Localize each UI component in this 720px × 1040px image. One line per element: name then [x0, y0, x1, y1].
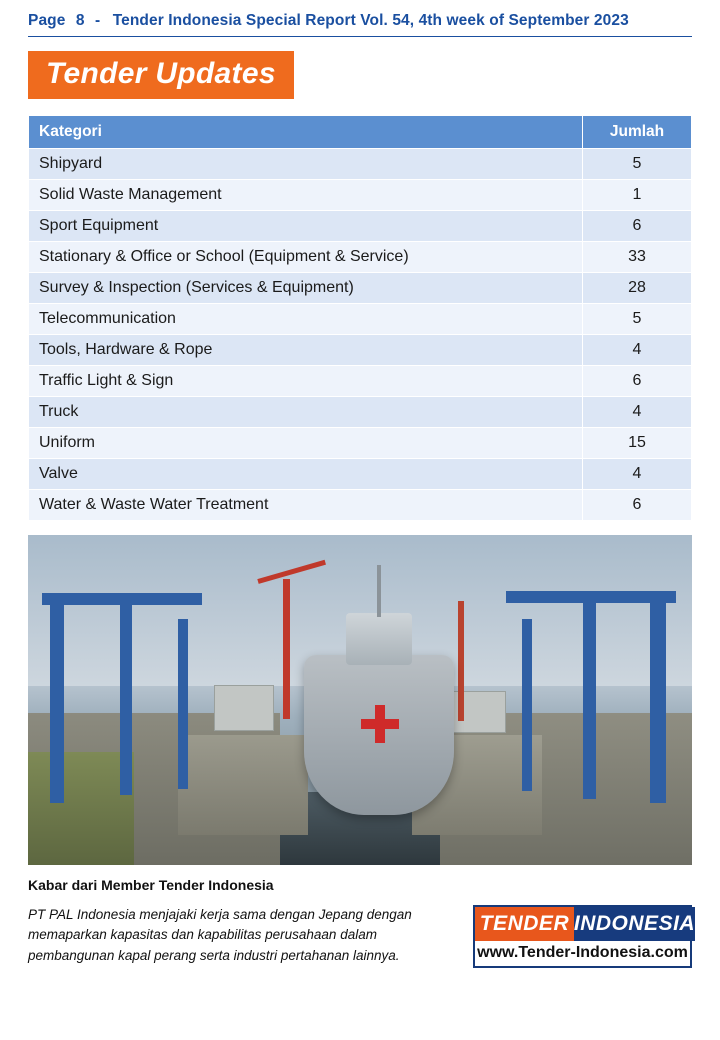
- cell-count: 6: [583, 210, 692, 241]
- page-label: Page: [28, 12, 66, 29]
- article-photo: [28, 535, 692, 865]
- cell-category: Traffic Light & Sign: [29, 365, 583, 396]
- table-row: [29, 179, 692, 210]
- cell-category: Shipyard: [29, 148, 583, 179]
- photo-red-crane: [283, 579, 290, 719]
- page-number: 8: [75, 12, 85, 29]
- cell-category: Water & Waste Water Treatment: [29, 489, 583, 520]
- table-header-row: [29, 115, 692, 148]
- table-row: [29, 210, 692, 241]
- tender-updates-table: [28, 115, 692, 521]
- cell-category: Sport Equipment: [29, 210, 583, 241]
- cell-category: Uniform: [29, 427, 583, 458]
- table-head: [29, 115, 692, 148]
- column-header-jumlah: Jumlah: [583, 115, 692, 148]
- photo-gantry-beam: [42, 593, 202, 605]
- table-row: [29, 489, 692, 520]
- cell-count: 33: [583, 241, 692, 272]
- cell-category: Telecommunication: [29, 303, 583, 334]
- photo-caption: Kabar dari Member Tender Indonesia: [28, 876, 274, 893]
- footer-block: [28, 905, 696, 968]
- cell-category: Truck: [29, 396, 583, 427]
- table-row: [29, 148, 692, 179]
- photo-gantry-crane: [522, 619, 532, 791]
- cell-count: 4: [583, 396, 692, 427]
- photo-gantry-crane: [120, 605, 132, 795]
- table-row: [29, 427, 692, 458]
- photo-gantry-beam: [506, 591, 676, 603]
- photo-dock-wall-left: [178, 735, 308, 835]
- header-dash: -: [95, 12, 101, 29]
- cell-category: Survey & Inspection (Services & Equipment): [29, 272, 583, 303]
- cell-category: Solid Waste Management: [29, 179, 583, 210]
- table-row: [29, 334, 692, 365]
- logo-word-tender: TENDER: [475, 907, 574, 941]
- cell-category: Valve: [29, 458, 583, 489]
- table-row: [29, 396, 692, 427]
- column-header-kategori: Kategori: [29, 115, 583, 148]
- cell-count: 1: [583, 179, 692, 210]
- photo-red-cross-icon: [361, 719, 399, 729]
- photo-ship-bridge: [346, 613, 412, 665]
- header-divider: [28, 36, 692, 37]
- photo-grass: [28, 752, 134, 864]
- cell-count: 5: [583, 303, 692, 334]
- logo-wordmark-row: [475, 907, 696, 941]
- tender-indonesia-logo: [473, 905, 696, 968]
- photo-gantry-crane: [178, 619, 188, 789]
- cell-count: 6: [583, 489, 692, 520]
- cell-count: 5: [583, 148, 692, 179]
- photo-building: [214, 685, 274, 731]
- news-body: PT PAL Indonesia menjajaki kerja sama dengan Jepang dengan memaparkan kapasitas dan kapabilitas perusahaan dalam pembangunan kapal perang serta industri pertahanan lainnya.: [28, 906, 412, 964]
- table-row: [29, 365, 692, 396]
- cell-count: 28: [583, 272, 692, 303]
- table-row: [29, 303, 692, 334]
- photo-red-crane: [458, 601, 464, 721]
- cell-count: 15: [583, 427, 692, 458]
- photo-ship-mast: [377, 565, 381, 617]
- logo-website-url: www.Tender-Indonesia.com: [475, 941, 690, 966]
- photo-gantry-crane: [583, 603, 596, 799]
- logo-word-indonesia: INDONESIA: [574, 907, 695, 941]
- section-title-banner: Tender Updates: [28, 51, 294, 99]
- cell-category: Stationary & Office or School (Equipment & Service): [29, 241, 583, 272]
- photo-gantry-crane: [650, 591, 666, 803]
- cell-count: 4: [583, 458, 692, 489]
- report-title: Tender Indonesia Special Report Vol. 54, 4th week of September 2023: [112, 12, 629, 29]
- cell-count: 6: [583, 365, 692, 396]
- page-header: [28, 0, 692, 30]
- table-row: [29, 458, 692, 489]
- cell-category: Tools, Hardware & Rope: [29, 334, 583, 365]
- table-row: [29, 272, 692, 303]
- table-row: [29, 241, 692, 272]
- table-body: [29, 148, 692, 520]
- cell-count: 4: [583, 334, 692, 365]
- photo-gantry-crane: [50, 593, 64, 803]
